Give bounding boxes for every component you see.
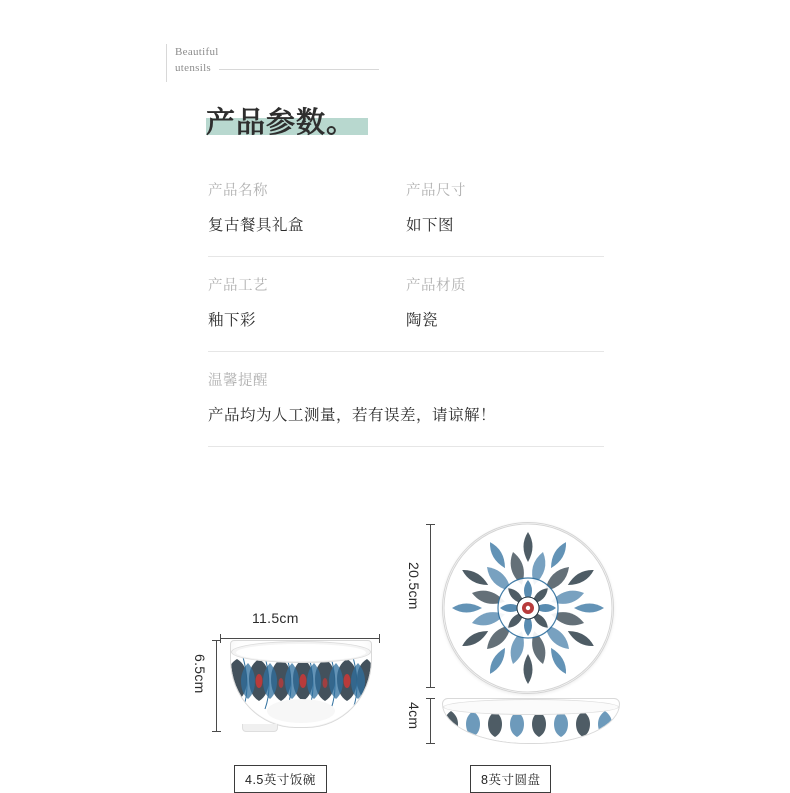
- eyebrow-rule: [219, 69, 379, 70]
- bowl-caption: 4.5英寸饭碗: [234, 765, 327, 793]
- spec-cell-craft: [208, 275, 406, 351]
- spec-label: 产品材质: [406, 278, 466, 294]
- spec-cell-product-size: [406, 180, 604, 256]
- bowl-height-label: 6.5cm: [192, 654, 208, 694]
- spec-value: 复古餐具礼盒: [208, 217, 305, 234]
- measure-bar: [430, 699, 431, 743]
- spec-value: 釉下彩: [208, 312, 257, 329]
- plate-figure: [406, 510, 620, 760]
- spec-divider: [208, 256, 604, 257]
- measure-cap: [379, 634, 380, 643]
- bowl-width-label: 11.5cm: [252, 610, 299, 626]
- spec-cell-product-name: [208, 180, 406, 256]
- plate-caption: 8英寸圆盘: [470, 765, 551, 793]
- measure-bar: [216, 641, 217, 731]
- page-title: 产品参数。: [206, 107, 357, 139]
- plate-top-view: [442, 522, 614, 694]
- spec-row: [208, 275, 604, 351]
- plate-diameter-measure: [426, 524, 435, 688]
- bowl-inner-ellipse: [236, 644, 366, 661]
- plate-side-view: [442, 698, 618, 744]
- section-title-wrap: [206, 98, 356, 140]
- spec-label: 产品名称: [208, 183, 268, 199]
- measure-bar: [430, 525, 431, 687]
- measure-bar: [221, 638, 379, 639]
- plate-diameter-label: 20.5cm: [406, 562, 422, 610]
- spec-value: 如下图: [406, 217, 455, 234]
- measure-cap: [212, 731, 221, 732]
- plate-pattern-icon: [443, 523, 613, 693]
- measure-cap: [426, 687, 435, 688]
- spec-cell-material: [406, 275, 604, 351]
- spec-divider: [208, 446, 604, 447]
- plate-side-rim: [443, 699, 619, 715]
- spec-row: [208, 370, 604, 446]
- spec-value: 陶瓷: [406, 312, 439, 329]
- spec-cell-note: [208, 370, 604, 446]
- eyebrow-line2: utensils: [175, 62, 212, 74]
- spec-divider: [208, 351, 604, 352]
- spec-row: [208, 180, 604, 256]
- eyebrow-left-rule: [166, 44, 167, 82]
- plate-side-body: [442, 698, 620, 744]
- measure-cap: [426, 743, 435, 744]
- spec-label: 产品工艺: [208, 278, 268, 294]
- bowl-height-measure: [212, 640, 221, 732]
- plate-height-label: 4cm: [406, 702, 422, 730]
- spec-value: 产品均为人工测量，若有误差，请谅解！: [208, 407, 497, 424]
- bowl-image: [230, 640, 370, 730]
- product-figure-area: [0, 500, 790, 790]
- eyebrow: [175, 44, 575, 76]
- bowl-body: [230, 640, 372, 728]
- spec-label: 产品尺寸: [406, 183, 466, 199]
- bowl-foot: [242, 724, 278, 732]
- eyebrow-line1: Beautiful: [175, 46, 219, 58]
- plate-height-measure: [426, 698, 435, 744]
- bowl-figure: [190, 612, 370, 752]
- spec-label: 温馨提醒: [208, 373, 268, 389]
- spec-table: [208, 180, 604, 465]
